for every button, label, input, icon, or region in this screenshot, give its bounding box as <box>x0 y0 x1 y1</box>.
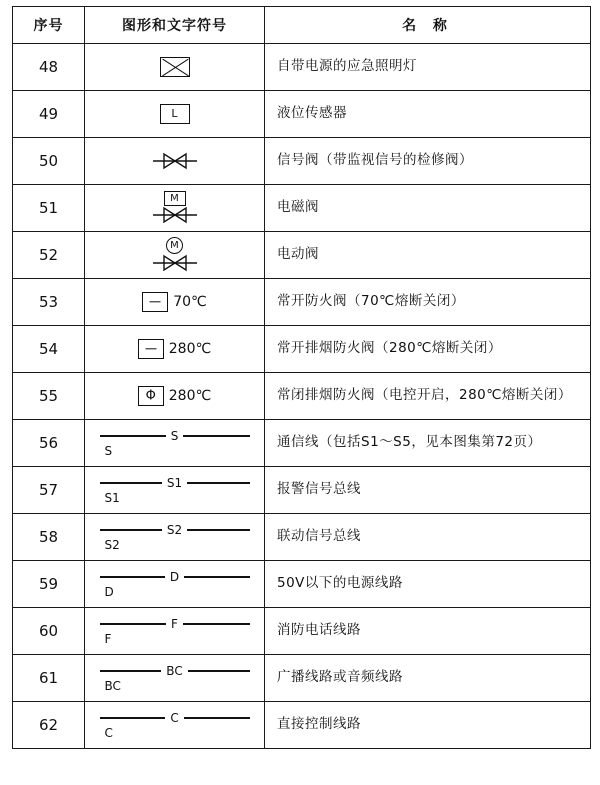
row-symbol <box>85 138 265 185</box>
row-number: 60 <box>13 608 85 655</box>
row-number: 62 <box>13 702 85 749</box>
row-name: 报警信号总线 <box>265 467 591 514</box>
row-name: 消防电话线路 <box>265 608 591 655</box>
row-symbol <box>85 373 265 420</box>
power-line-icon: D D <box>100 571 250 598</box>
row-name: 广播线路或音频线路 <box>265 655 591 702</box>
row-number: 49 <box>13 91 85 138</box>
table-row <box>13 185 591 232</box>
direct-control-line-icon: C C <box>100 712 250 739</box>
row-name: 信号阀（带监视信号的检修阀） <box>265 138 591 185</box>
table-row <box>13 702 591 749</box>
table-row <box>13 279 591 326</box>
row-name: 常闭排烟防火阀（电控开启，280℃熔断关闭） <box>265 373 591 420</box>
row-number: 57 <box>13 467 85 514</box>
row-symbol <box>85 655 265 702</box>
row-symbol <box>85 420 265 467</box>
row-number: 50 <box>13 138 85 185</box>
alarm-signal-bus-icon: S1 S1 <box>100 477 250 504</box>
row-name: 常开排烟防火阀（280℃熔断关闭） <box>265 326 591 373</box>
row-number: 61 <box>13 655 85 702</box>
column-header-symbol: 图形和文字符号 <box>85 7 265 44</box>
row-number: 55 <box>13 373 85 420</box>
table-row <box>13 373 591 420</box>
row-symbol <box>85 44 265 91</box>
row-name: 电磁阀 <box>265 185 591 232</box>
row-name: 直接控制线路 <box>265 702 591 749</box>
signal-valve-icon <box>153 151 197 171</box>
row-name: 液位传感器 <box>265 91 591 138</box>
communication-line-icon: S S <box>100 430 250 457</box>
table-row <box>13 561 591 608</box>
table-row <box>13 467 591 514</box>
table-row <box>13 420 591 467</box>
row-symbol <box>85 467 265 514</box>
table-row <box>13 91 591 138</box>
row-symbol <box>85 561 265 608</box>
symbol-temperature-label: 280℃ <box>168 341 212 357</box>
row-name: 电动阀 <box>265 232 591 279</box>
row-name: 常开防火阀（70℃熔断关闭） <box>265 279 591 326</box>
row-name: 50V以下的电源线路 <box>265 561 591 608</box>
linkage-signal-bus-icon: S2 S2 <box>100 524 250 551</box>
row-number: 59 <box>13 561 85 608</box>
column-header-name: 名 称 <box>265 7 591 44</box>
row-symbol <box>85 232 265 279</box>
table-body <box>13 44 591 749</box>
row-number: 51 <box>13 185 85 232</box>
table-row <box>13 232 591 279</box>
emergency-light-icon <box>160 57 190 77</box>
row-name: 自带电源的应急照明灯 <box>265 44 591 91</box>
table-header <box>13 7 591 44</box>
row-number: 52 <box>13 232 85 279</box>
symbol-temperature-label: 280℃ <box>168 388 212 404</box>
row-number: 53 <box>13 279 85 326</box>
table-header-row <box>13 7 591 44</box>
table-row <box>13 655 591 702</box>
row-symbol <box>85 326 265 373</box>
level-sensor-icon: L <box>160 104 190 124</box>
row-symbol <box>85 608 265 655</box>
row-symbol <box>85 91 265 138</box>
table-row <box>13 326 591 373</box>
row-number: 58 <box>13 514 85 561</box>
row-symbol <box>85 185 265 232</box>
symbol-legend-table <box>12 6 591 749</box>
table-row <box>13 608 591 655</box>
row-symbol <box>85 279 265 326</box>
broadcast-line-icon: BC BC <box>100 665 250 692</box>
closed-smoke-fire-damper-icon: Φ <box>138 386 164 406</box>
smoke-fire-damper-icon <box>138 339 164 359</box>
column-header-number: 序号 <box>13 7 85 44</box>
row-number: 48 <box>13 44 85 91</box>
row-name: 通信线（包括S1～S5，见本图集第72页） <box>265 420 591 467</box>
table-row <box>13 44 591 91</box>
symbol-temperature-label: 70℃ <box>173 294 207 310</box>
row-name: 联动信号总线 <box>265 514 591 561</box>
fire-telephone-line-icon: F F <box>100 618 250 645</box>
table-row <box>13 514 591 561</box>
solenoid-valve-icon: M <box>153 191 197 225</box>
row-symbol <box>85 702 265 749</box>
row-symbol <box>85 514 265 561</box>
table-row <box>13 138 591 185</box>
motorized-valve-icon: M <box>153 237 197 273</box>
row-number: 54 <box>13 326 85 373</box>
row-number: 56 <box>13 420 85 467</box>
fire-damper-icon <box>142 292 168 312</box>
